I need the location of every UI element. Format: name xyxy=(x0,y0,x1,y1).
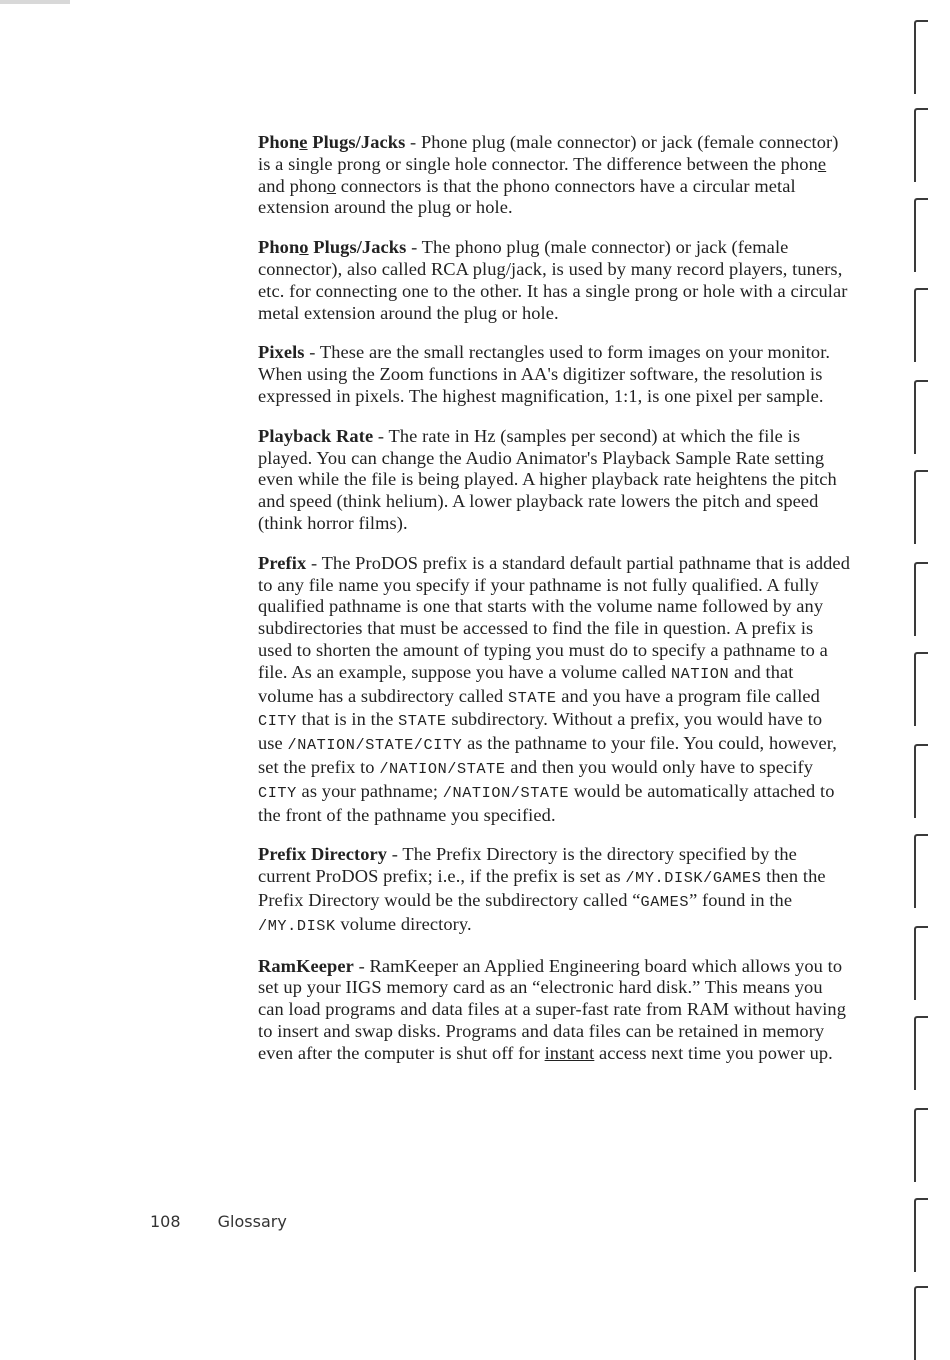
definition-text: and you have a program file called xyxy=(556,685,820,706)
emphasized-text: instant xyxy=(544,1042,595,1063)
definition-text: and that volume has a subdirectory called xyxy=(258,661,794,706)
definition-text: access next time you power up. xyxy=(594,1042,833,1063)
term-separator: - xyxy=(405,132,421,152)
section-title: Glossary xyxy=(217,1212,287,1231)
definition-text: Phone plug (male connector) or jack (female connector) is a single prong or single hole connector. The difference between the xyxy=(258,132,839,174)
definition-text: then the Prefix Directory would be the subdirectory called “ xyxy=(258,866,826,910)
glossary-entry xyxy=(258,237,850,324)
binder-edge-marks xyxy=(906,0,936,1329)
definition-text: volume directory. xyxy=(335,913,472,934)
glossary-term: Prefix Directory xyxy=(258,844,388,865)
binder-tab-mark xyxy=(914,108,928,182)
binder-tab-mark xyxy=(914,1286,928,1360)
binder-tab-mark xyxy=(914,20,928,94)
code-text: NATION xyxy=(670,664,730,683)
binder-tab-mark xyxy=(914,1198,928,1272)
glossary-term: Phone Plugs/Jacks xyxy=(258,132,406,152)
definition-text: The Prefix Directory is the directory specified by the current ProDOS prefix; i.e., if the prefix is set as xyxy=(258,844,797,887)
code-text: /MY.DISK xyxy=(258,916,336,935)
term-separator: - xyxy=(353,955,370,976)
binder-tab-mark xyxy=(914,926,928,1000)
binder-tab-mark xyxy=(914,380,928,454)
code-text: STATE xyxy=(507,688,557,707)
glossary-entry xyxy=(258,426,850,535)
code-text: /NATION/STATE xyxy=(379,759,506,778)
term-separator: - xyxy=(373,425,389,446)
code-text: /MY.DISK/GAMES xyxy=(625,869,762,888)
term-separator: - xyxy=(406,237,422,258)
code-text: STATE xyxy=(398,712,447,731)
definition-text: as the pathname to your file. You could, however, set the prefix to xyxy=(258,733,837,777)
binder-tab-mark xyxy=(914,744,928,818)
definition-text: and then you would only have to specify xyxy=(505,756,813,777)
emphasized-text: phono xyxy=(289,175,337,196)
term-separator: - xyxy=(306,552,322,573)
glossary-entry xyxy=(258,132,850,219)
binder-tab-mark xyxy=(914,652,928,726)
definition-text: would be automatically attached to the front of the pathname you specified. xyxy=(258,780,835,825)
page-number: 108 xyxy=(150,1212,181,1231)
glossary-entry xyxy=(258,956,850,1065)
code-text: CITY xyxy=(258,712,297,731)
emphasized-text: phone xyxy=(780,153,827,174)
glossary-term: Prefix xyxy=(258,552,307,573)
code-text: /NATION/STATE/CITY xyxy=(287,736,463,755)
binder-tab-mark xyxy=(914,1016,928,1090)
binder-tab-mark xyxy=(914,470,928,544)
binder-tab-mark xyxy=(914,1108,928,1182)
scan-corner-mark xyxy=(0,0,70,4)
binder-tab-mark xyxy=(914,198,928,272)
glossary-term: Phono Plugs/Jacks xyxy=(258,237,407,258)
definition-text: as your pathname; xyxy=(296,780,443,801)
code-text: /NATION/STATE xyxy=(442,783,570,802)
definition-text: and xyxy=(258,175,290,196)
code-text: CITY xyxy=(258,783,297,802)
definition-text: The ProDOS prefix is a standard default partial pathname that is added to any file name you specify if your pathname is not fully qualified. A fully qualified pathname is one that starts with the volume name followed by any subdirectories that must be accessed to find the file in question. A prefix is used to shorten the amount of typing you must do to specify a pathname to a file. As an example, suppose you have a volume called xyxy=(258,552,850,682)
glossary-term: Playback Rate xyxy=(258,425,374,446)
glossary-term: RamKeeper xyxy=(258,955,354,976)
binder-tab-mark xyxy=(914,562,928,636)
definition-text: subdirectory. Without a prefix, you would have to use xyxy=(258,709,823,754)
definition-text: RamKeeper an Applied Engineering board which allows you to set up your IIGS memory card as an “electronic hard disk.” This means you can load programs and data files at a super-fast rate from RAM without having to insert and swap disks. Programs and data files can be retained in memory even after the computer is shut off for xyxy=(258,955,846,1063)
binder-tab-mark xyxy=(914,834,928,908)
definition-text: connectors is that the phono connectors have a circular metal extension around the plug or hole. xyxy=(258,175,796,218)
page-footer xyxy=(150,1212,287,1231)
glossary-entry xyxy=(258,553,850,827)
definition-text: ” found in the xyxy=(689,889,793,910)
definition-text: that is in the xyxy=(296,709,399,730)
glossary-entries xyxy=(258,132,850,1082)
binder-tab-mark xyxy=(914,288,928,362)
glossary-entry xyxy=(258,844,850,937)
code-text: GAMES xyxy=(640,892,690,911)
definition-text: These are the small rectangles used to form images on your monitor. When using the Zoom functions in AA's digitizer software, the resolution is expressed in pixels. The highest magnification, 1:1, is one pixel per sample. xyxy=(258,342,831,406)
glossary-entry xyxy=(258,342,850,407)
definition-text: The rate in Hz (samples per second) at which the file is played. You can change the Audio Animator's Playback Sample Rate setting even while the file is being played. A higher playback rate heightens the pitch and speed (think helium). A lower playback rate lowers the pitch and speed (think horror films). xyxy=(258,425,837,533)
term-separator: - xyxy=(387,844,403,865)
term-separator: - xyxy=(304,342,320,363)
definition-text: The phono plug (male connector) or jack (female connector), also called RCA plug/jack, is used by many record players, tuners, etc. for connecting one to the other. It has a single prong or hole with a circular metal extension around the plug or hole. xyxy=(258,237,848,323)
glossary-term: Pixels xyxy=(258,342,305,363)
